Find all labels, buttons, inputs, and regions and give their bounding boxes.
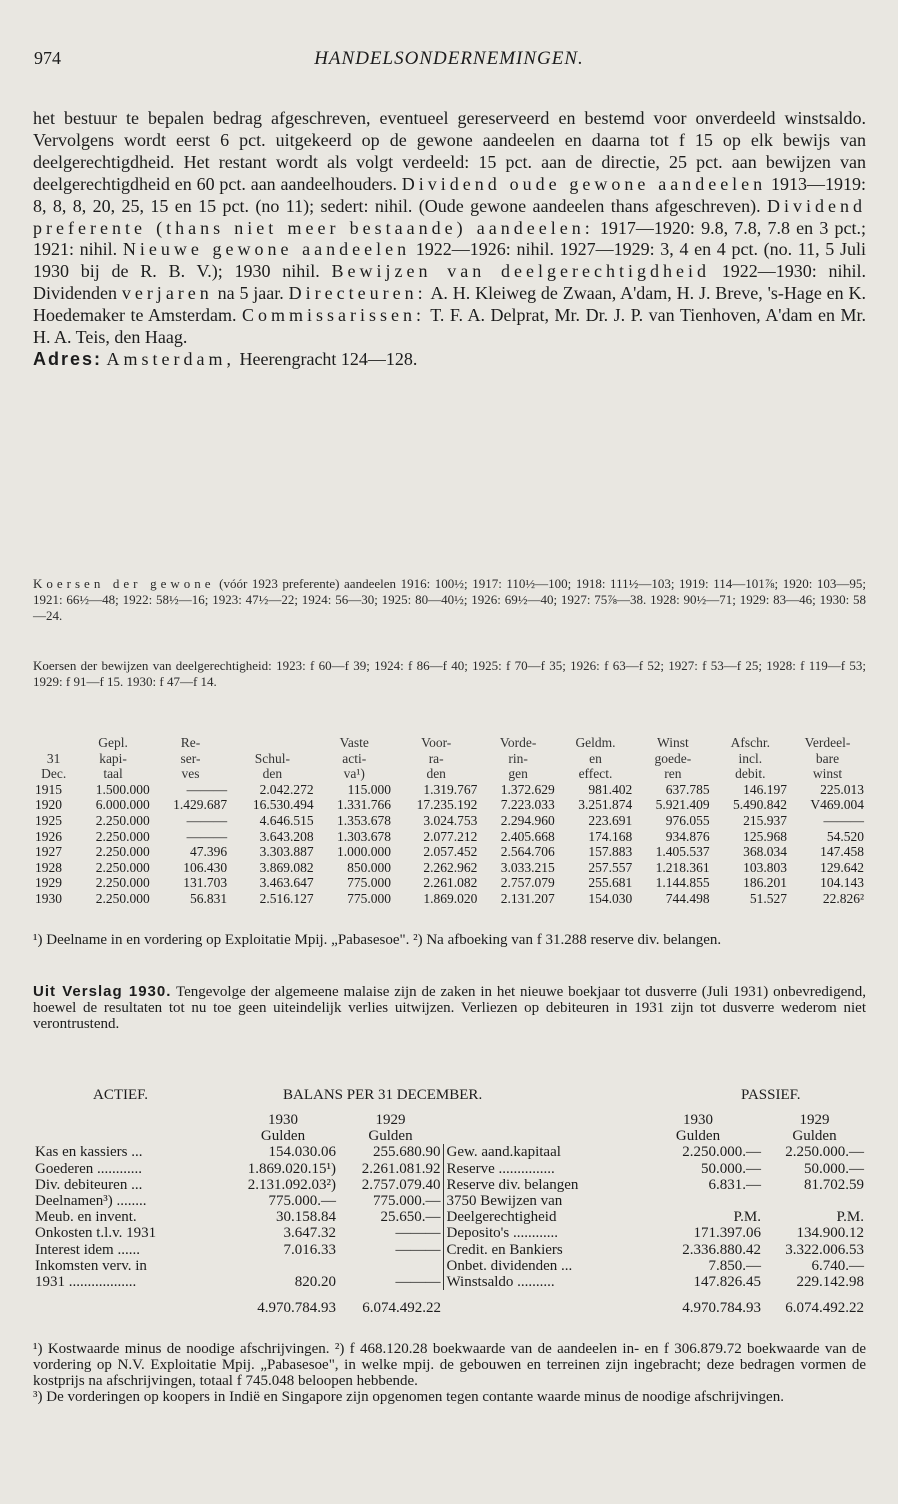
fin-header-cell: ser- <box>180 750 201 766</box>
fin-header-cell: taal <box>103 766 123 782</box>
unit-a1: Gulden <box>260 1128 306 1145</box>
fin-table-row <box>33 860 866 876</box>
fin-table-cell: 7.223.033 <box>500 797 555 813</box>
fin-table-cell: 223.691 <box>588 812 633 828</box>
fin-table-cell: V469.004 <box>810 797 864 813</box>
fin-table-cell: 1929 <box>35 875 62 891</box>
passief-cell: 50.000.— <box>701 1160 761 1177</box>
fin-table-cell: 125.968 <box>743 828 788 844</box>
balance-total: 4.970.784.93 <box>257 1300 336 1317</box>
fin-table-cell: 147.458 <box>820 844 864 860</box>
fin-table-cell: 3.303.887 <box>259 844 314 860</box>
actief-cell: 2.131.092.03²) <box>247 1176 336 1193</box>
fin-table-row <box>33 891 866 907</box>
fin-table-cell: 2.405.668 <box>500 828 555 844</box>
passief-label: PASSIEF. <box>741 1087 801 1103</box>
fin-table-cell: 1927 <box>35 844 62 860</box>
passief-cell <box>633 1193 763 1209</box>
fin-table-cell: 2.131.207 <box>500 890 555 906</box>
unit-p1: Gulden <box>675 1128 721 1145</box>
fin-table-cell: 115.000 <box>347 781 391 797</box>
fin-table-cell: ——— <box>186 828 228 844</box>
balance-total: 6.074.492.22 <box>785 1300 864 1317</box>
balance-total-spacer <box>33 1290 228 1316</box>
actief-cell: Interest idem ...... <box>35 1241 140 1258</box>
adres-city: Amsterdam, <box>106 348 235 369</box>
koersen-bewijzen-label: Koersen der bewijzen van deelgerechtigheid: <box>33 658 272 673</box>
fin-table-cell: ——— <box>823 812 864 828</box>
verslag-label: Uit Verslag 1930. <box>33 983 172 1000</box>
fin-table-row <box>33 782 866 798</box>
passief-cell: 171.397.06 <box>693 1225 761 1242</box>
passief-cell: 6.831.— <box>708 1176 761 1193</box>
dividend-preferente-text: 1917—1920: 9.8, 7.8, 7.8 en 3 pct.; 1921: nihil. <box>33 217 866 260</box>
fin-table-cell: 186.201 <box>743 875 788 891</box>
dividend-oude-label: Dividend oude gewone aandeelen <box>401 173 767 194</box>
fin-table-cell: 775.000 <box>347 875 391 891</box>
fin-header-cell: en <box>589 750 602 766</box>
fin-table-cell: 215.937 <box>743 812 788 828</box>
passief-cell: 2.250.000.— <box>682 1144 761 1161</box>
actief-cell: ——— <box>395 1274 441 1291</box>
fin-header-cell: incl. <box>738 750 763 766</box>
koersen-gewone <box>33 576 866 624</box>
passief-cell: Winstsaldo .......... <box>443 1274 633 1290</box>
fin-table-cell: 157.883 <box>588 844 633 860</box>
adres-street: Heerengracht 124—128. <box>239 348 418 369</box>
footnote-balance-1: ¹) Kostwaarde minus de noodige afschrijvingen. ²) f 468.120.28 boekwaarde van de aandeelen in- en f 306.879.72 boekwaarde van de vordering op N.V. Exploitatie Mpij. „Pabasesoe", in welke mpij. de gebouwen en terreinen zijn ingebracht; deze bedragen vormen de kostprijs na afschrijvingen, totaal f 745.048 beloopen hebbende. <box>33 1341 866 1389</box>
passief-cell: 7.850.— <box>708 1257 761 1274</box>
passief-cell: 229.142.98 <box>796 1274 864 1291</box>
fin-header-cell: Vorde- <box>499 735 537 750</box>
fin-table-cell: 103.803 <box>743 859 788 875</box>
balance-row <box>33 1161 866 1177</box>
fin-header-cell: gen <box>508 766 528 782</box>
koersen-gewone-label: Koersen der gewone <box>33 576 215 591</box>
fin-table-cell: 3.024.753 <box>423 812 478 828</box>
dividend-oude-text: 1913—1919: 8, 8, 8, 20, 25, 15 en 15 pct. (no 11); sedert: nihil. (Oude gewone aandeelen thans afgeschreven). <box>33 173 867 216</box>
bewijzen-label: Bewijzen van deelgerechtigdheid <box>331 261 710 282</box>
fin-header-cell: ren <box>664 766 682 782</box>
fin-table-cell: 4.646.515 <box>259 812 314 828</box>
fin-table-cell: 1.331.766 <box>336 797 391 813</box>
fin-table-cell: 1915 <box>35 781 62 797</box>
fin-header-cell: Winst <box>657 735 689 750</box>
actief-cell: Meub. en invent. <box>35 1209 137 1226</box>
fin-table-cell: 1920 <box>35 797 62 813</box>
unit-p2: Gulden <box>792 1128 837 1145</box>
running-title: HANDELSONDERNEMINGEN. <box>314 48 584 69</box>
fin-table-cell: 1.500.000 <box>95 781 150 797</box>
passief-cell: Deposito's ............ <box>443 1225 633 1241</box>
balance-row <box>33 1209 866 1225</box>
verjaren-text: na 5 jaar. <box>217 283 284 304</box>
fin-header-cell: Verdeel- <box>804 735 851 750</box>
balance-row <box>33 1274 866 1290</box>
balance-total: 4.970.784.93 <box>682 1300 761 1317</box>
actief-cell: 820.20 <box>294 1274 336 1291</box>
fin-table-cell: 934.876 <box>665 828 710 844</box>
fin-header-cell: rin- <box>508 750 528 766</box>
actief-cell: Onkosten t.l.v. 1931 <box>35 1225 157 1242</box>
fin-table-row <box>33 797 866 813</box>
actief-label: ACTIEF. <box>93 1087 149 1103</box>
koersen-gewone-text: (vóór 1923 preferente) aandeelen 1916: 100½; 1917: 110½—100; 1918: 111½—103; 1919: 114—101⅞; 1920: 103—95; 1921: 66½—48; 1922: 58½—16; 1923: 47½—22; 1924: 56—30; 1925: 80—40½; 1926: 69½—40; 1927: 75⅞—38. 1928: 90½—71; 1929: 83—46; 1930: 58—24. <box>33 576 867 623</box>
fin-table-cell: 2.077.212 <box>423 828 478 844</box>
passief-cell: Gew. aand.kapitaal <box>443 1144 633 1160</box>
balance-row <box>33 1258 866 1274</box>
bewijzen-text: 1922—1930: nihil. Dividenden <box>33 261 867 304</box>
page-header <box>34 48 864 74</box>
passief-cell: Reserve ............... <box>443 1161 633 1177</box>
passief-cell: 3750 Bewijzen van <box>443 1193 633 1209</box>
fin-table-cell: 2.250.000 <box>95 812 150 828</box>
fin-table-cell: 104.143 <box>820 875 864 891</box>
fin-table-cell: 1930 <box>35 890 62 906</box>
fin-table-cell: 2.250.000 <box>95 859 150 875</box>
balance-row <box>33 1225 866 1241</box>
passief-cell: 2.336.880.42 <box>682 1241 761 1258</box>
verjaren-label: verjaren <box>121 283 213 304</box>
year-1929-a: 1929 <box>375 1112 406 1128</box>
fin-table-cell: 1.000.000 <box>336 844 391 860</box>
fin-table-cell: 106.430 <box>183 859 228 875</box>
fin-header-cell: debit. <box>735 766 766 782</box>
balance-title: BALANS PER 31 DECEMBER. <box>283 1087 483 1103</box>
fin-header-cell: bare <box>815 750 840 766</box>
actief-cell: ——— <box>395 1241 441 1258</box>
passief-cell: 3.322.006.53 <box>785 1241 864 1258</box>
fin-table-cell: 3.463.647 <box>259 875 314 891</box>
unit-a2: Gulden <box>368 1128 413 1145</box>
balance-row <box>33 1242 866 1258</box>
actief-cell: 1.869.020.15¹) <box>247 1160 336 1177</box>
fin-table-cell: 54.520 <box>826 828 864 844</box>
balance-totals-row <box>33 1290 866 1316</box>
actief-cell: 154.030.06 <box>268 1144 336 1161</box>
actief-cell: Div. debiteuren ... <box>35 1176 143 1193</box>
fin-table-cell: 2.757.079 <box>500 875 555 891</box>
actief-cell: 2.757.079.40 <box>361 1176 441 1193</box>
fin-table-cell: 131.703 <box>183 875 228 891</box>
fin-table-cell: 22.826² <box>822 890 864 906</box>
fin-table-cell: 1.303.678 <box>336 828 391 844</box>
fin-header-cell: effect. <box>578 766 613 782</box>
fin-table-cell: 1925 <box>35 812 62 828</box>
adres-label: Adres: <box>33 348 103 369</box>
fin-table-cell: 129.642 <box>820 859 864 875</box>
directeuren-text: A. H. Kleiweg de Zwaan, A'dam, H. J. Breve, 's-Hage en K. Hoedemaker te Amsterdam. <box>33 283 867 326</box>
actief-cell: 1931 .................. <box>35 1274 137 1291</box>
fin-table-cell: 1.869.020 <box>423 890 478 906</box>
balance-total: 6.074.492.22 <box>362 1300 441 1317</box>
fin-table-row <box>33 875 866 891</box>
fin-header-cell: acti- <box>342 750 367 766</box>
fin-header-cell: Geldm. <box>575 735 616 750</box>
fin-table-cell: 1928 <box>35 859 62 875</box>
fin-table-cell: 1926 <box>35 828 62 844</box>
fin-header-cell: Vaste <box>339 735 369 750</box>
fin-table-cell: 2.250.000 <box>95 828 150 844</box>
verslag-section <box>33 984 866 1032</box>
company-description <box>33 108 866 371</box>
fin-table-cell: ——— <box>186 781 228 797</box>
fin-header-cell: winst <box>812 766 843 782</box>
fin-table-row <box>33 829 866 845</box>
fin-table-cell: 1.319.767 <box>423 781 478 797</box>
fin-table-cell: 1.353.678 <box>336 812 391 828</box>
actief-cell: 2.261.081.92 <box>361 1160 441 1177</box>
fin-header-cell <box>33 735 74 751</box>
actief-cell: Deelnamen³) ........ <box>35 1193 147 1210</box>
fin-table-cell: 2.250.000 <box>95 875 150 891</box>
commissarissen-label: Commissarissen: <box>242 305 426 326</box>
fin-table-cell: 2.564.706 <box>500 844 555 860</box>
balance-row <box>33 1144 866 1160</box>
fin-table-cell: 2.057.452 <box>423 844 478 860</box>
fin-header-cell: den <box>426 766 446 782</box>
fin-table-cell: 6.000.000 <box>95 797 150 813</box>
fin-header-cell: Re- <box>180 735 201 750</box>
fin-table-cell: 3.251.874 <box>578 797 633 813</box>
footnote-balance-3: ³) De vorderingen op koopers in Indië en Singapore zijn opgenomen tegen contante waarde minus de noodige afschrijvingen. <box>33 1389 784 1405</box>
koersen-bewijzen <box>33 658 866 690</box>
fin-table-cell: 3.869.082 <box>259 859 314 875</box>
actief-cell <box>228 1258 338 1274</box>
passief-cell: P.M. <box>836 1209 864 1226</box>
fin-header-cell <box>229 735 315 751</box>
fin-table-cell: 1.429.687 <box>173 797 228 813</box>
balance-row <box>33 1193 866 1209</box>
fin-table-cell: 850.000 <box>347 859 391 875</box>
year-1930-p: 1930 <box>683 1112 713 1128</box>
footnote-table: ¹) Deelname in en vordering op Exploitatie Mpij. „Pabasesoe". ²) Na afboeking van f 31.288 reserve div. belangen. <box>33 932 722 948</box>
fin-header-cell: den <box>262 766 283 782</box>
page-number: 974 <box>34 48 61 68</box>
fin-header-cell: Schul- <box>254 750 290 766</box>
fin-table-cell: 225.013 <box>820 781 864 797</box>
fin-table-cell: 17.235.192 <box>416 797 478 813</box>
commissarissen-text: T. F. A. Delprat, Mr. Dr. J. P. van Tienhoven, A'dam en Mr. H. A. Teis, den Haag. <box>33 305 866 348</box>
actief-cell: Inkomsten verv. in <box>35 1257 147 1274</box>
directeuren-label: Directeuren: <box>288 283 427 304</box>
footnote-balance <box>33 1341 866 1405</box>
koersen-bewijzen-text: 1923: f 60—f 39; 1924: f 86—f 40; 1925: f 70—f 35; 1926: f 63—f 52; 1927: f 53—f 25; 1928: f 119—f 53; 1929: f 91—f 15. 1930: f 47—f 14. <box>33 658 867 689</box>
fin-header-cell: ves <box>181 766 200 782</box>
fin-table-cell: 146.197 <box>743 781 788 797</box>
fin-table-cell: 5.921.409 <box>655 797 710 813</box>
fin-table-cell: 2.261.082 <box>423 875 478 891</box>
fin-table-cell: 56.831 <box>190 890 228 906</box>
passief-cell: 6.740.— <box>811 1257 864 1274</box>
year-1929-p: 1929 <box>799 1112 830 1128</box>
fin-table-row <box>33 844 866 860</box>
fin-table-cell: 3.033.215 <box>500 859 555 875</box>
actief-cell: Kas en kassiers ... <box>35 1144 143 1161</box>
fin-header-cell: goede- <box>654 750 692 766</box>
passief-cell: P.M. <box>733 1209 761 1226</box>
fin-table-cell: 2.042.272 <box>259 781 314 797</box>
fin-table-cell: 257.557 <box>588 859 633 875</box>
nieuwe-gewone-label: Nieuwe gewone aandeelen <box>122 239 411 260</box>
fin-table-cell: 47.396 <box>190 844 228 860</box>
fin-header-cell: Voor- <box>421 735 452 750</box>
actief-cell: Goederen ............ <box>35 1160 143 1177</box>
fin-table-cell: 976.055 <box>665 812 710 828</box>
fin-table-cell: 1.144.855 <box>655 875 710 891</box>
fin-header-cell: kapi- <box>99 750 127 766</box>
year-1930-a: 1930 <box>268 1112 298 1128</box>
actief-cell: 775.000.— <box>373 1193 441 1210</box>
balance-row <box>33 1177 866 1193</box>
fin-table-cell: 5.490.842 <box>733 797 788 813</box>
fin-table-cell: 2.250.000 <box>95 844 150 860</box>
fin-table-cell: 1.372.629 <box>500 781 555 797</box>
passief-cell: 134.900.12 <box>796 1225 864 1242</box>
actief-cell: 3.647.32 <box>283 1225 336 1242</box>
passief-cell: Onbet. dividenden ... <box>443 1258 633 1274</box>
fin-table-cell: ——— <box>186 812 228 828</box>
fin-header-cell: Dec. <box>41 766 67 782</box>
fin-header-cell: va¹) <box>343 766 365 782</box>
actief-cell: 30.158.84 <box>276 1209 336 1226</box>
passief-cell: Reserve div. belangen <box>443 1177 633 1193</box>
verslag-text: Tengevolge der algemeene malaise zijn de zaken in het nieuwe boekjaar tot dusverre (Juli 1931) onbevredigend, hoewel de resultaten tot nu toe geen uiteindelijk verlies uitwijzen. Verliezen op debiteuren in 1931 zijn tot dusverre wederom niet verontrustend. <box>33 984 866 1032</box>
fin-table-cell: 16.530.494 <box>252 797 314 813</box>
passief-cell: Credit. en Bankiers <box>443 1242 633 1258</box>
fin-table-cell: 2.262.962 <box>423 859 478 875</box>
fin-table-row <box>33 813 866 829</box>
passief-cell: Deelgerechtigheid <box>443 1209 633 1225</box>
fin-table-cell: 981.402 <box>588 781 633 797</box>
passief-cell: 2.250.000.— <box>785 1144 864 1161</box>
fin-table-cell: 1.218.361 <box>655 859 710 875</box>
passief-cell: 50.000.— <box>804 1160 864 1177</box>
actief-cell: 25.650.— <box>380 1209 441 1226</box>
financial-history-table <box>33 735 866 907</box>
dividend-preferente-label: Dividend preferente (thans niet meer bestaande) aandeelen: <box>33 195 867 238</box>
actief-cell: 775.000.— <box>268 1193 336 1210</box>
fin-table-cell: 2.294.960 <box>500 812 555 828</box>
balance-sheet-table <box>33 1112 866 1316</box>
fin-header-cell: Gepl. <box>98 735 128 750</box>
fin-table-cell: 775.000 <box>347 890 391 906</box>
passief-cell <box>763 1193 866 1209</box>
passief-cell: 147.826.45 <box>693 1274 761 1291</box>
actief-cell: 255.680.90 <box>373 1144 441 1161</box>
fin-header-cell: ra- <box>428 750 444 766</box>
fin-table-cell: 174.168 <box>588 828 633 844</box>
fin-table-cell: 51.527 <box>749 890 788 906</box>
fin-table-cell: 744.498 <box>665 890 710 906</box>
fin-table-cell: 1.405.537 <box>655 844 710 860</box>
actief-cell: ——— <box>395 1225 441 1242</box>
passief-cell: 81.702.59 <box>804 1176 864 1193</box>
fin-table-cell: 637.785 <box>665 781 710 797</box>
fin-table-cell: 2.516.127 <box>259 890 314 906</box>
nieuwe-gewone-text: 1922—1926: nihil. 1927—1929: 3, 4 en 4 pct. (no. 11, 5 Juli 1930 bij de R. B. V.); 1930 nihil. <box>33 239 866 282</box>
fin-table-cell: 368.034 <box>743 844 788 860</box>
fin-table-cell: 3.643.208 <box>259 828 314 844</box>
balance-total-spacer <box>443 1290 633 1316</box>
actief-cell: 7.016.33 <box>283 1241 336 1258</box>
fin-table-cell: 154.030 <box>588 890 633 906</box>
fin-header-cell: 31 <box>46 750 61 766</box>
profit-distribution-text: het bestuur te bepalen bedrag afgeschreven, eventueel gereserveerd en bestemd voor onverdeeld winstsaldo. Vervolgens wordt eerst 6 pct. uitgekeerd op de gewone aandeelen en daarna tot f 15 op elk bewijs van deelgerechtigdheid. Het restant wordt als volgt verdeeld: 15 pct. aan de directie, 25 pct. aan bewijzen van deelgerechtigdheid en 60 pct. aan aandeelhouders. <box>33 108 866 194</box>
actief-cell <box>338 1258 443 1274</box>
fin-table-cell: 2.250.000 <box>95 890 150 906</box>
fin-table-cell: 255.681 <box>588 875 633 891</box>
balance-header <box>33 1087 866 1107</box>
fin-header-cell: Afschr. <box>730 735 770 750</box>
